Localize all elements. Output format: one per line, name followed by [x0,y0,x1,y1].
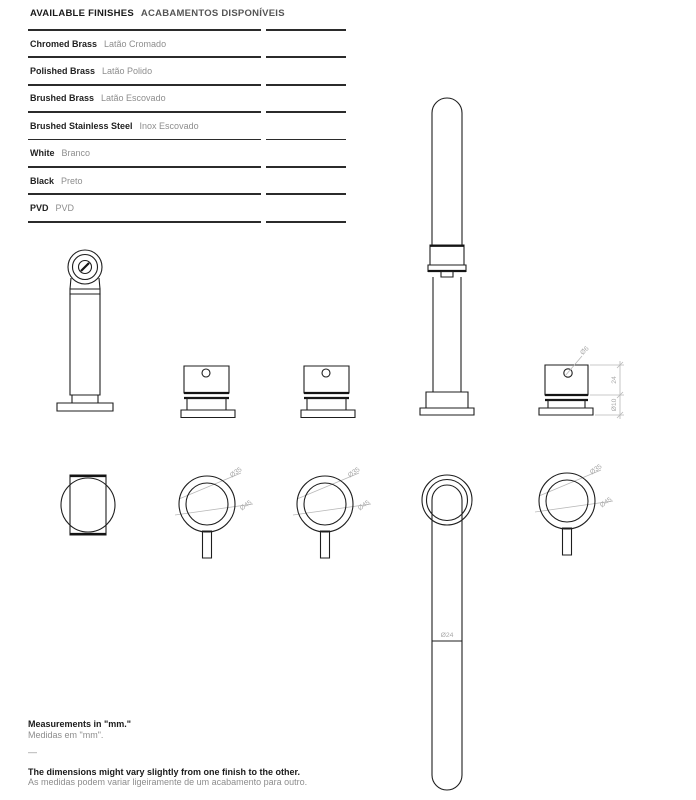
variance-note-pt: As medidas podem variar ligeiramente de um acabamento para outro. [28,777,308,787]
drawing-handle-side-view-2 [300,360,358,420]
finishes-title-en: AVAILABLE FINISHES [30,8,134,19]
divider [28,84,346,86]
footnotes [28,719,307,788]
finish-name-pt: PVD [55,202,75,213]
dim-label-body-diameter: Ø35 [228,466,244,480]
finishes-title-pt: ACABAMENTOS DISPONÍVEIS [140,8,285,19]
drawing-handle-side-view-1 [180,360,238,420]
dim-label-base-diameter: Ø45 [598,496,614,510]
available-finishes-table [28,6,346,223]
divider [28,139,346,141]
dim-label-base-height: Ø10 [611,398,618,412]
finish-name-en: Black [30,175,55,186]
divider [28,166,346,168]
finish-name-pt: Preto [61,175,83,186]
drawing-spout-column-side-view [415,90,485,420]
finish-row [28,140,346,166]
drawing-knob-plan-view [58,468,120,544]
finish-row [28,31,346,57]
finish-row [28,168,346,194]
dim-label-body-diameter: Ø35 [588,463,604,477]
divider [28,221,346,223]
divider [28,29,346,31]
divider [28,193,346,195]
finish-name-en: Brushed Brass [30,93,95,104]
drawing-handle-plan-view-2 [293,458,398,563]
finishes-header [30,8,346,19]
leader-line [565,356,582,376]
measurements-note-pt: Medidas em "mm". [28,729,104,740]
drawing-handle-plan-view-3 [535,455,640,560]
finish-name-en: Polished Brass [30,65,96,76]
finish-name-pt: Latão Escovado [101,93,166,104]
finish-name-en: Brushed Stainless Steel [30,120,133,131]
finish-name-pt: Branco [61,148,91,159]
screw-slot-icon [81,263,89,271]
divider [28,56,346,58]
dim-label-base-diameter: Ø45 [356,499,372,513]
finish-name-pt: Inox Escovado [139,120,199,131]
finish-name-en: PVD [30,202,49,213]
finish-row [28,86,346,112]
drawing-handle-plan-view-1 [175,458,280,563]
drawing-handle-column-side-view [55,245,119,420]
divider [28,111,346,113]
dim-label-base-diameter: Ø45 [238,499,254,513]
drawing-spout-plan-view [418,472,478,794]
finish-name-en: Chromed Brass [30,38,98,49]
footnote-separator: — [28,747,37,757]
dim-label-handle-height: 24 [611,376,618,384]
finish-name-en: White [30,148,55,159]
finish-name-pt: Latão Cromado [104,38,167,49]
finish-row [28,58,346,84]
dim-label-body-diameter: Ø35 [346,466,362,480]
finish-row [28,195,346,221]
finish-name-pt: Latão Polido [102,65,153,76]
dim-label-screw-diameter: Ø6 [579,345,591,357]
drawing-handle-side-view-dimensioned [535,335,631,425]
dim-label-spout-diameter: Ø24 [440,632,454,639]
variance-note-en: The dimensions might vary slightly from one finish to the other. [28,766,301,777]
measurements-note-en: Measurements in "mm." [28,719,132,729]
finish-row [28,113,346,139]
